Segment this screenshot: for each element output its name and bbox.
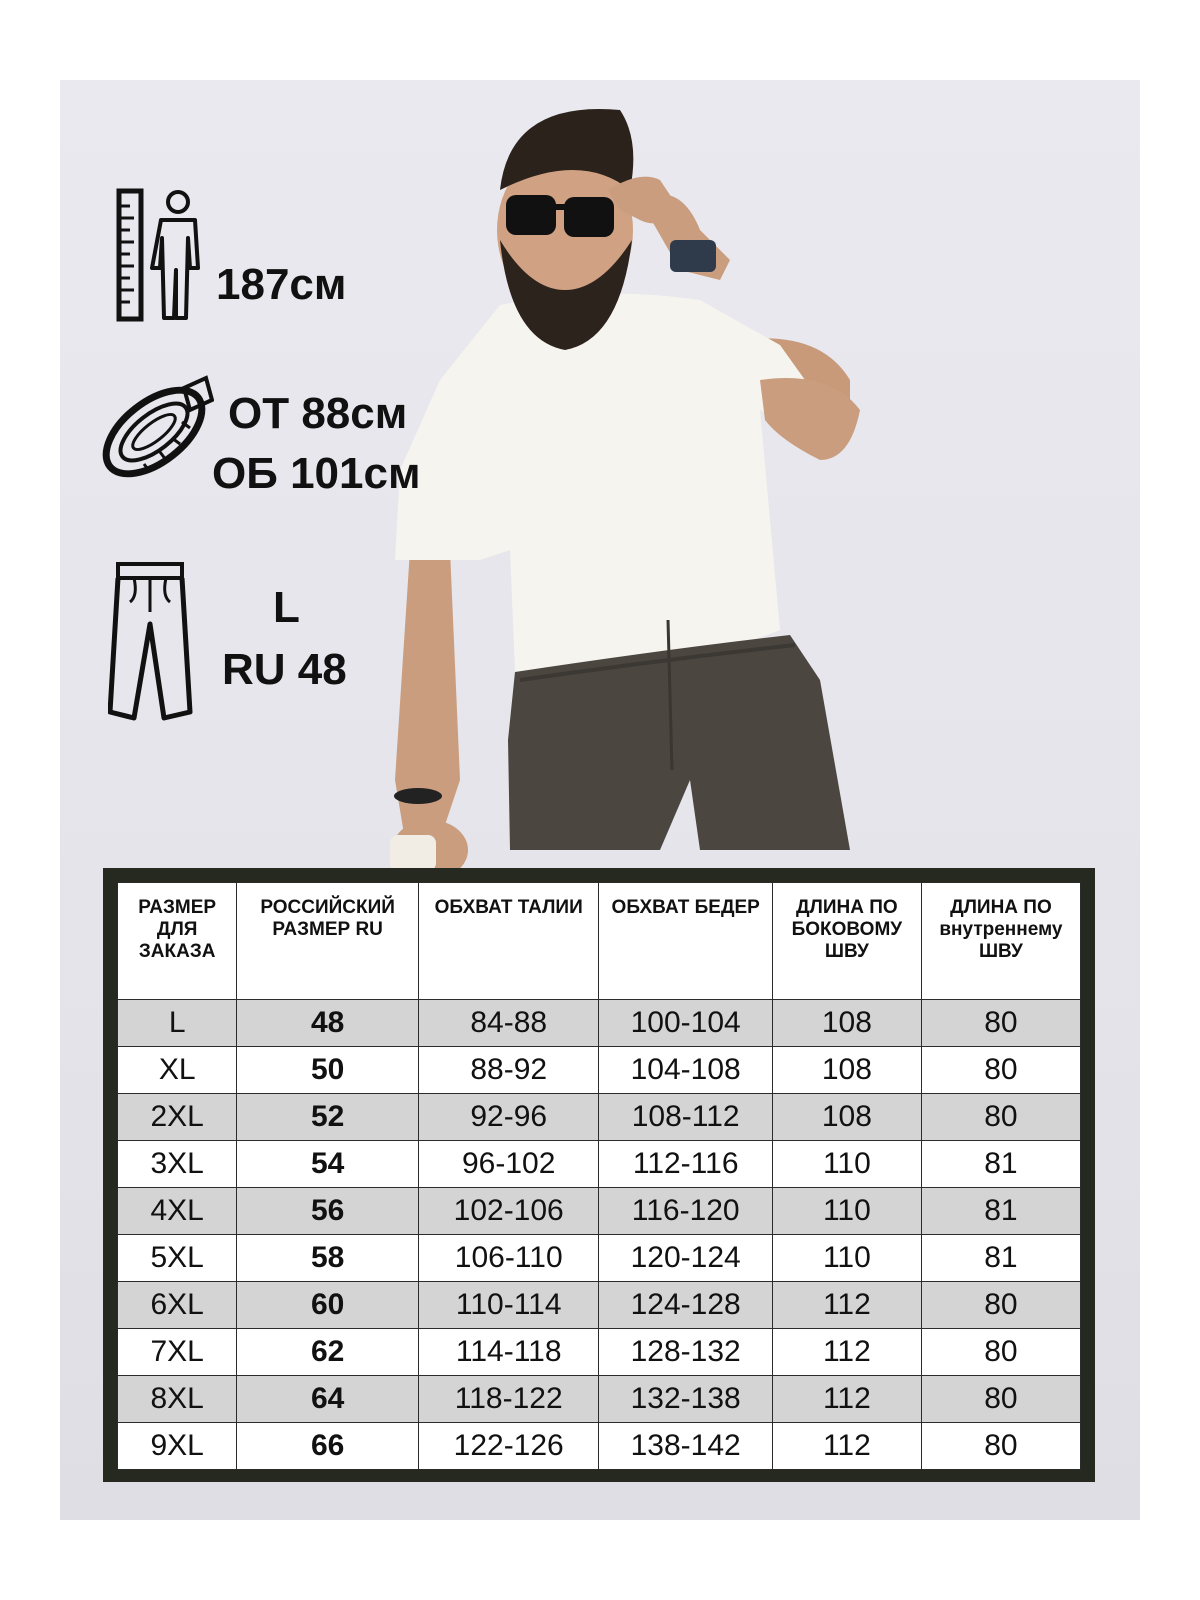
cell-inseam: 80 xyxy=(921,1282,1080,1329)
cell-inseam: 81 xyxy=(921,1235,1080,1282)
hips-value: ОБ 101см xyxy=(212,449,421,498)
table-row xyxy=(118,1047,1081,1094)
cell-inseam: 80 xyxy=(921,1094,1080,1141)
cell-hips: 116-120 xyxy=(599,1188,772,1235)
cell-inseam: 81 xyxy=(921,1141,1080,1188)
cell-order-size: L xyxy=(118,1000,237,1047)
cell-outseam: 110 xyxy=(772,1235,921,1282)
cell-inseam: 81 xyxy=(921,1188,1080,1235)
table-header-row xyxy=(118,883,1081,1000)
size-table xyxy=(117,882,1081,1470)
cell-inseam: 80 xyxy=(921,1047,1080,1094)
cell-outseam: 108 xyxy=(772,1000,921,1047)
cell-waist: 118-122 xyxy=(418,1376,599,1423)
cell-order-size: XL xyxy=(118,1047,237,1094)
cell-outseam: 112 xyxy=(772,1282,921,1329)
cell-waist: 106-110 xyxy=(418,1235,599,1282)
cell-outseam: 110 xyxy=(772,1141,921,1188)
cell-order-size: 5XL xyxy=(118,1235,237,1282)
cell-waist: 92-96 xyxy=(418,1094,599,1141)
table-row xyxy=(118,1329,1081,1376)
measurements-stat xyxy=(94,370,494,510)
ruler-person-icon xyxy=(116,188,206,323)
cell-order-size: 3XL xyxy=(118,1141,237,1188)
table-row xyxy=(118,1376,1081,1423)
cell-outseam: 108 xyxy=(772,1047,921,1094)
cell-waist: 110-114 xyxy=(418,1282,599,1329)
table-row xyxy=(118,1423,1081,1470)
cell-hips: 120-124 xyxy=(599,1235,772,1282)
header-outseam: ДЛИНА ПО БОКОВОМУ ШВУ xyxy=(772,883,921,1000)
cell-inseam: 80 xyxy=(921,1000,1080,1047)
cell-hips: 104-108 xyxy=(599,1047,772,1094)
table-row xyxy=(118,1235,1081,1282)
cell-outseam: 112 xyxy=(772,1423,921,1470)
height-stat xyxy=(116,188,416,323)
cell-waist: 122-126 xyxy=(418,1423,599,1470)
cell-order-size: 7XL xyxy=(118,1329,237,1376)
size-letter: L xyxy=(273,583,300,632)
cell-ru-size: 62 xyxy=(237,1329,419,1376)
height-value: 187см xyxy=(216,260,347,309)
cell-ru-size: 58 xyxy=(237,1235,419,1282)
cell-ru-size: 64 xyxy=(237,1376,419,1423)
cell-order-size: 4XL xyxy=(118,1188,237,1235)
cell-hips: 108-112 xyxy=(599,1094,772,1141)
cell-hips: 132-138 xyxy=(599,1376,772,1423)
cell-inseam: 80 xyxy=(921,1423,1080,1470)
cell-hips: 112-116 xyxy=(599,1141,772,1188)
cell-ru-size: 48 xyxy=(237,1000,419,1047)
tape-measure-icon xyxy=(94,370,214,495)
cell-hips: 128-132 xyxy=(599,1329,772,1376)
cell-inseam: 80 xyxy=(921,1329,1080,1376)
table-row xyxy=(118,1094,1081,1141)
cell-waist: 88-92 xyxy=(418,1047,599,1094)
size-stat xyxy=(108,562,428,722)
cell-waist: 84-88 xyxy=(418,1000,599,1047)
cell-ru-size: 50 xyxy=(237,1047,419,1094)
cell-outseam: 110 xyxy=(772,1188,921,1235)
size-ru: RU 48 xyxy=(222,645,347,694)
trousers-icon xyxy=(108,562,194,722)
cell-outseam: 112 xyxy=(772,1329,921,1376)
table-row xyxy=(118,1188,1081,1235)
cell-ru-size: 52 xyxy=(237,1094,419,1141)
cell-order-size: 8XL xyxy=(118,1376,237,1423)
header-inseam: ДЛИНА ПО внутреннему ШВУ xyxy=(921,883,1080,1000)
cell-waist: 96-102 xyxy=(418,1141,599,1188)
table-row xyxy=(118,1141,1081,1188)
cell-hips: 100-104 xyxy=(599,1000,772,1047)
cell-order-size: 6XL xyxy=(118,1282,237,1329)
cell-ru-size: 66 xyxy=(237,1423,419,1470)
cell-inseam: 80 xyxy=(921,1376,1080,1423)
cell-outseam: 108 xyxy=(772,1094,921,1141)
cell-ru-size: 54 xyxy=(237,1141,419,1188)
cell-waist: 114-118 xyxy=(418,1329,599,1376)
header-ru-size: РОССИЙСКИЙ РАЗМЕР RU xyxy=(237,883,419,1000)
cell-order-size: 2XL xyxy=(118,1094,237,1141)
cell-ru-size: 56 xyxy=(237,1188,419,1235)
cell-hips: 124-128 xyxy=(599,1282,772,1329)
table-row xyxy=(118,1282,1081,1329)
size-chart xyxy=(103,868,1095,1482)
header-waist: ОБХВАТ ТАЛИИ xyxy=(418,883,599,1000)
cell-ru-size: 60 xyxy=(237,1282,419,1329)
table-row xyxy=(118,1000,1081,1047)
waist-value: ОТ 88см xyxy=(228,389,408,438)
cell-waist: 102-106 xyxy=(418,1188,599,1235)
cell-outseam: 112 xyxy=(772,1376,921,1423)
header-order-size: РАЗМЕР ДЛЯ ЗАКАЗА xyxy=(118,883,237,1000)
cell-order-size: 9XL xyxy=(118,1423,237,1470)
header-hips: ОБХВАТ БЕДЕР xyxy=(599,883,772,1000)
cell-hips: 138-142 xyxy=(599,1423,772,1470)
